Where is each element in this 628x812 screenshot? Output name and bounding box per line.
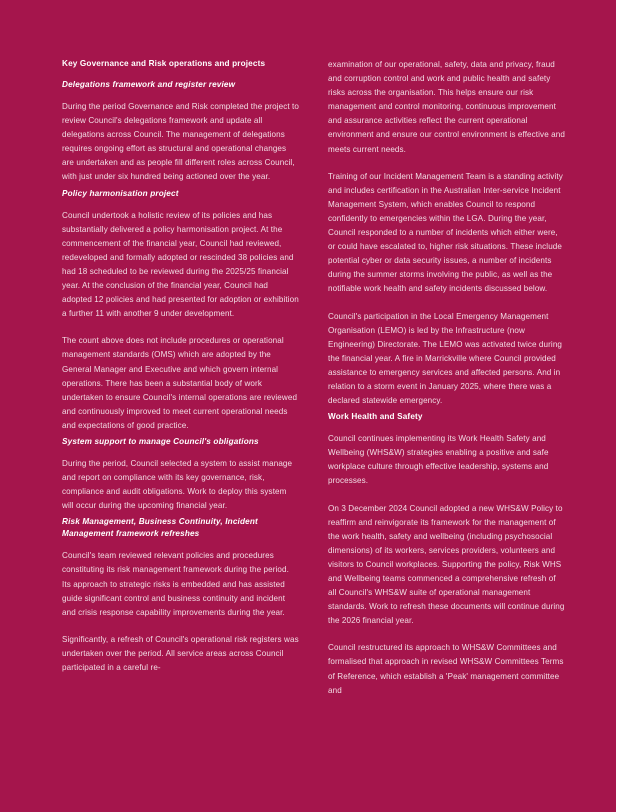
section-risk-management bbox=[62, 516, 300, 675]
page-edge-strip bbox=[616, 0, 628, 812]
section-risk-continued bbox=[328, 58, 566, 408]
section-heading: System support to manage Council's obligations bbox=[62, 436, 259, 446]
paragraph: During the period Governance and Risk completed the project to review Council's delegations framework and update all delegations across Council. The management of delegations requires ongoing effort as structural and operational changes are undertaken and as people fill different roles across Council, with just under six hundred being actioned over the year. bbox=[62, 102, 300, 182]
paragraph: On 3 December 2024 Council adopted a new WHS&W Policy to reaffirm and reinvigorate its framework for the management of the work health, safety and wellbeing (including psychosocial dimensions) of its workers, services providers, volunteers and visitors to Council workplaces. Supporting the policy, Risk WHS and Wellbeing teams commenced a comprehensive refresh of all Council's WHS&W suite of operational management standards. Work to refresh these documents will continue during the 2026 financial year. bbox=[328, 503, 565, 626]
section-heading: Policy harmonisation project bbox=[62, 188, 179, 198]
section-delegations-framework bbox=[62, 79, 300, 185]
section-heading: Delegations framework and register review bbox=[62, 80, 236, 89]
paragraph: Significantly, a refresh of Council's operational risk registers was undertaken over the period. All service areas across Council participated in a careful re- bbox=[62, 634, 299, 672]
right-column bbox=[328, 58, 566, 788]
section-policy-harmonisation bbox=[62, 188, 300, 433]
paragraph: The count above does not include procedures or operational management standards (OMS) which are adopted by the General Manager and Executive and which govern internal operations. There has been a substantial body of work undertaken to ensure Council's internal operations are reviewed and continuously improved to meet current operational needs and expectations of good practice. bbox=[62, 336, 298, 430]
paragraph: examination of our operational, safety, data and privacy, fraud and corruption control and work and public health and safety risks across the organisation. This helps ensure our risk management and control monitoring, continuous improvement and assurance activities reflect the current operational environment and ensure our control environment is effective and meets current needs. bbox=[328, 60, 565, 154]
page-title: Key Governance and Risk operations and projects bbox=[62, 59, 266, 68]
paragraph: During the period, Council selected a system to assist manage and report on compliance with its key governance, risk, compliance and audit obligations. Work to deploy this system will occur during the upcoming financial year. bbox=[62, 458, 293, 511]
paragraph: Training of our Incident Management Team is a standing activity and includes certification in the Australian Inter-service Incident Management System, which enables Council to respond confidently to emergencies within the LGA. During the year, Council responded to a number of incidents which either were, or could have escalated to, higher risk situations. These include potential cyber or data security issues, a number of incidents during the summer storms involving the public, as well as the notifiable work health and safety incidents discussed below. bbox=[328, 171, 563, 294]
section-system-support bbox=[62, 436, 300, 513]
section-work-health-safety bbox=[328, 411, 566, 698]
section-heading: Work Health and Safety bbox=[328, 412, 423, 422]
section-heading: Risk Management, Business Continuity, Incident Management framework refreshes bbox=[62, 517, 258, 539]
paragraph: Council's participation in the Local Emergency Management Organisation (LEMO) is led by the Infrastructure (now Engineering) Directorate. The LEMO was activated twice during the financial year. A fire in Marrickville where Council provided assistance to emergency services and affected persons. And in relation to a storm event in January 2025, where there was a declared statewide emergency. bbox=[328, 311, 563, 406]
paragraph: Council's team reviewed relevant policies and procedures constituting its risk management framework during the period. Its approach to strategic risks is embedded and has assisted guide significant control and business continuity and incident and crisis response capability improvements during the year. bbox=[62, 551, 289, 617]
paragraph: Council restructured its approach to WHS&W Committees and formalised that approach in revised WHS&W Committees Terms of Reference, which establish a 'Peak' management committee and bbox=[328, 643, 564, 695]
left-column bbox=[62, 58, 300, 788]
paragraph: Council undertook a holistic review of its policies and has substantially delivered a policy harmonisation project. At the commencement of the financial year, Council had reviewed, redeveloped and formally adopted or rescinded 38 policies and had 18 scheduled to be reviewed during the 2025/25 financial year. At the conclusion of the financial year, Council had adopted 12 policies and had presented for adoption or exhibition a further 11 with another 9 under development. bbox=[62, 210, 299, 319]
paragraph: Council continues implementing its Work Health Safety and Wellbeing (WHS&W) strategies enabling a positive and safe workplace culture through effective leadership, systems and processes. bbox=[328, 434, 549, 486]
